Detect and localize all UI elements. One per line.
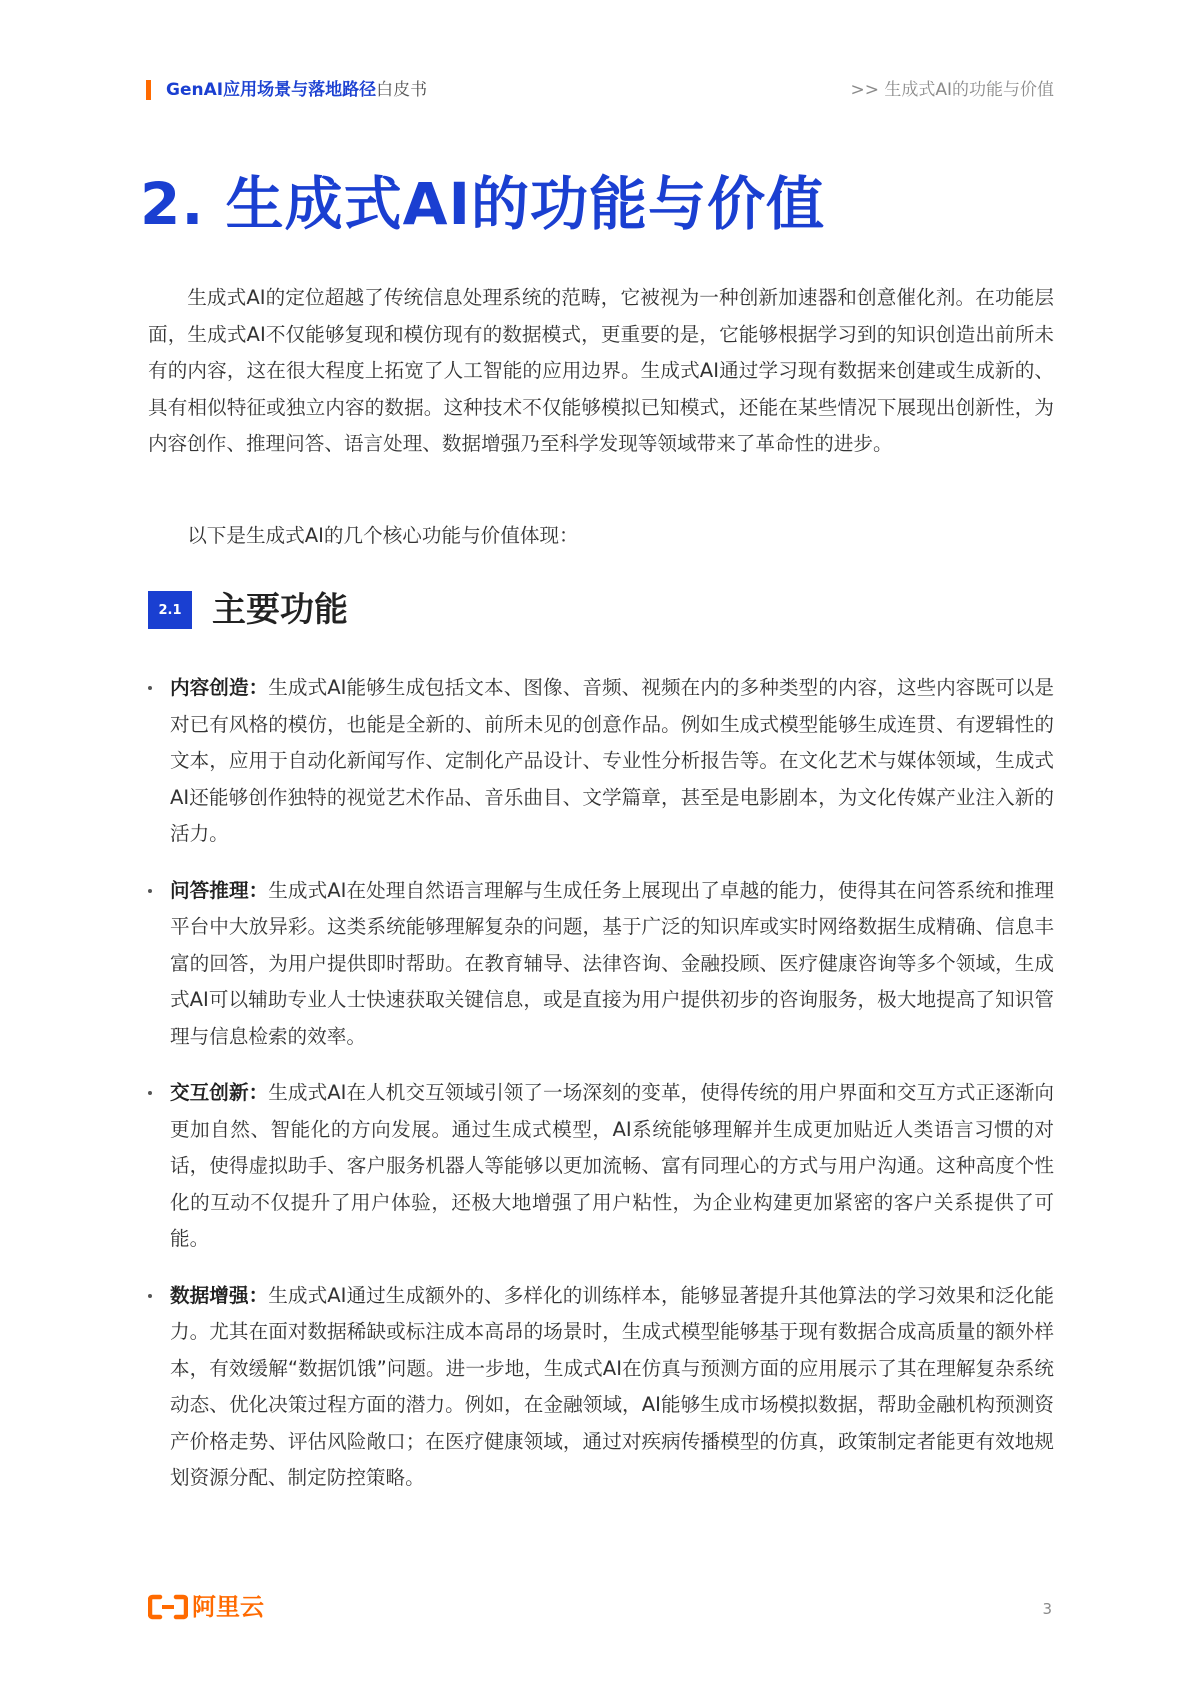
aliyun-logo-icon (148, 1594, 188, 1620)
list-item-label: 内容创造： (170, 676, 269, 699)
bullet-icon (148, 1294, 152, 1298)
logo-text: 阿里云 (192, 1593, 264, 1621)
bullet-icon (148, 889, 152, 893)
page-title: 2. 生成式AI的功能与价值 (140, 170, 826, 238)
list-item-label: 数据增强： (170, 1283, 269, 1307)
section-number-badge: 2.1 (148, 591, 192, 629)
lead-sentence: 以下是生成式AI的几个核心功能与价值体现： (187, 524, 579, 547)
list-item-text: 生成式AI在人机交互领域引领了一场深刻的变革，使得传统的用户界面和交互方式正逐渐向更加自然、智能化的方向发展。通过生成式模型，AI系统能够理解并生成更加贴近人类语言习惯的对话，使得虚拟助手、客户服务机器人等能够以更加流畅、富有同理心的方式与用户沟通。这种高度个性化的互动不仅提升了用户体验，还极大地增强了用户粘性，为企业构建更加紧密的客户关系提供了可能。 (170, 1081, 1055, 1250)
aliyun-logo (148, 1592, 264, 1622)
list-item-text: 生成式AI能够生成包括文本、图像、音频、视频在内的多种类型的内容，这些内容既可以是对已有风格的模仿，也能是全新的、前所未见的创意作品。例如生成式模型能够生成连贯、有逻辑性的文本，应用于自动化新闻写作、定制化产品设计、专业性分析报告等。在文化艺术与媒体领域，生成式AI还能够创作独特的视觉艺术作品、音乐曲目、文学篇章，甚至是电影剧本，为文化传媒产业注入新的活力。 (170, 676, 1055, 845)
list-item-text: 生成式AI在处理自然语言理解与生成任务上展现出了卓越的能力，使得其在问答系统和推理平台中大放异彩。这类系统能够理解复杂的问题，基于广泛的知识库或实时网络数据生成精确、信息丰富的回答，为用户提供即时帮助。在教育辅导、法律咨询、金融投顾、医疗健康咨询等多个领域，生成式AI可以辅助专业人士快速获取关键信息，或是直接为用户提供初步的咨询服务，极大地提高了知识管理与信息检索的效率。 (170, 878, 1055, 1048)
list-item-label: 交互创新： (170, 1081, 269, 1104)
feature-list (148, 670, 1054, 1517)
list-item-label: 问答推理： (170, 878, 269, 902)
bullet-icon (148, 1091, 152, 1095)
list-item-interaction-innovation (148, 1075, 1054, 1258)
list-item-content-creation (148, 670, 1054, 853)
list-item-qa-reasoning (148, 873, 1054, 1056)
list-item-text: 生成式AI通过生成额外的、多样化的训练样本，能够显著提升其他算法的学习效果和泛化能力。尤其在面对数据稀缺或标注成本高昂的场景时，生成式模型能够基于现有数据合成高质量的额外样本，有效缓解“数据饥饿”问题。进一步地，生成式AI在仿真与预测方面的应用展示了其在理解复杂系统动态、优化决策过程方面的潜力。例如，在金融领域，AI能够生成市场模拟数据，帮助金融机构预测资产价格走势、评估风险敞口；在医疗健康领域，通过对疾病传播模型的仿真，政策制定者能更有效地规划资源分配、制定防控策略。 (170, 1283, 1055, 1489)
header-accent-bar (146, 80, 151, 100)
section-breadcrumb: >> 生成式AI的功能与价值 (850, 80, 1054, 100)
section-title: 主要功能 (212, 590, 348, 630)
bullet-icon (148, 686, 152, 690)
page-number: 3 (1042, 1600, 1052, 1618)
document-title-bold: GenAI应用场景与落地路径 (166, 80, 377, 100)
document-title-light: 白皮书 (376, 80, 428, 100)
intro-paragraph: 生成式AI的定位超越了传统信息处理系统的范畴，它被视为一种创新加速器和创意催化剂。在功能层面，生成式AI不仅能够复现和模仿现有的数据模式，更重要的是，它能够根据学习到的知识创造出前所未有的内容，这在很大程度上拓宽了人工智能的应用边界。生成式AI通过学习现有数据来创建或生成新的、具有相似特征或独立内容的数据。这种技术不仅能够模拟已知模式，还能在某些情况下展现出创新性，为内容创作、推理问答、语言处理、数据增强乃至科学发现等领域带来了革命性的进步。 (148, 286, 1054, 455)
list-item-data-augmentation (148, 1278, 1054, 1497)
section-heading (148, 588, 348, 632)
document-title (166, 77, 427, 103)
